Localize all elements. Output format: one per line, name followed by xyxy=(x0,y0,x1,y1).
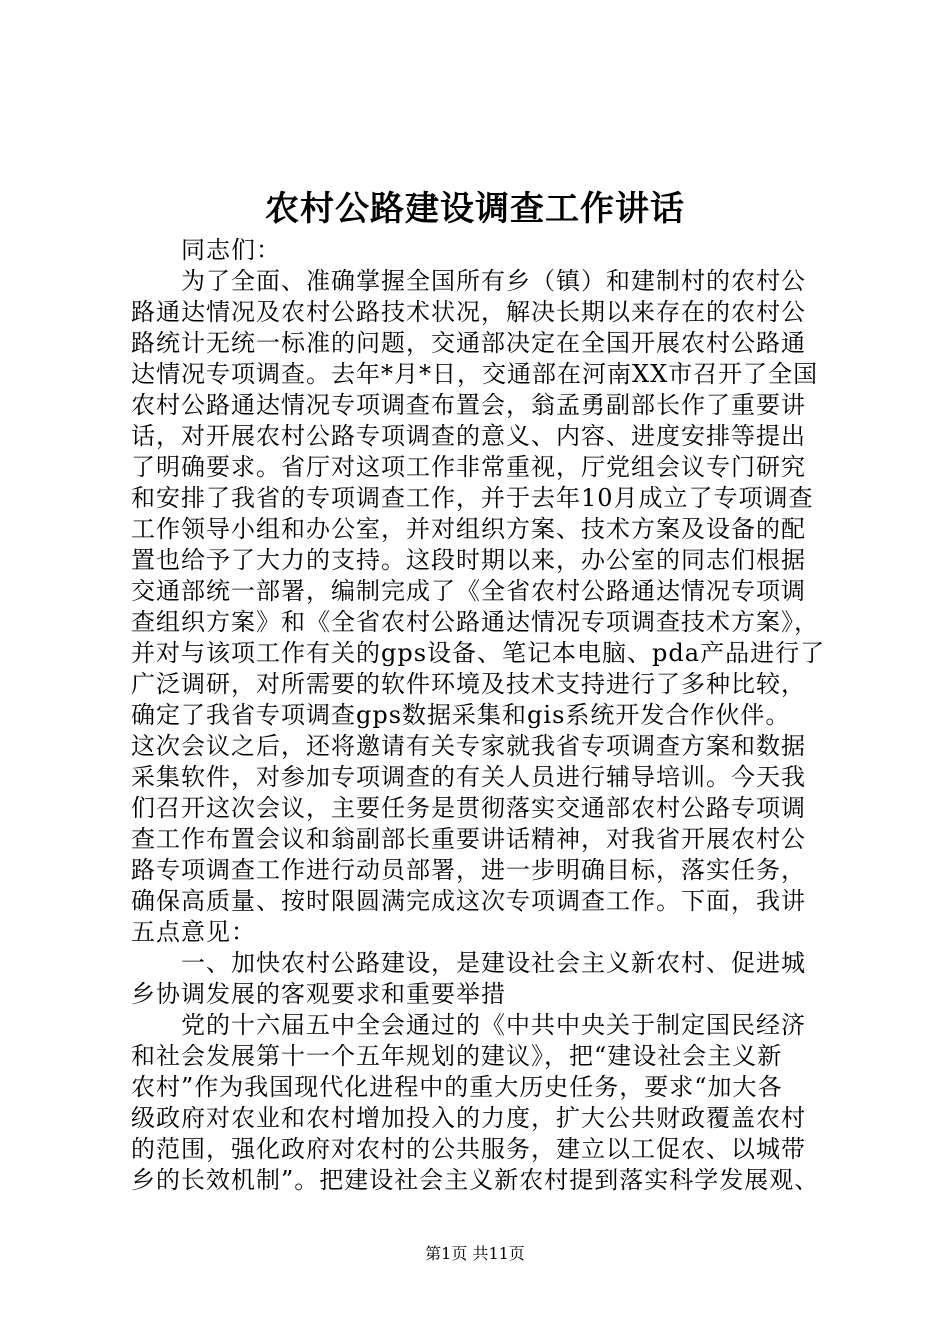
paragraph-line: 五点意见： xyxy=(131,918,256,946)
paragraph-line: 和安排了我省的专项调查工作，并于去年10月成立了专项调查 xyxy=(131,484,814,512)
paragraph-line: 查工作布置会议和翁副部长重要讲话精神，对我省开展农村公 xyxy=(131,825,806,853)
paragraph-line: 确保高质量、按时限圆满完成这次专项调查工作。下面，我讲 xyxy=(131,887,806,915)
paragraph-line: 查组织方案》和《全省农村公路通达情况专项调查技术方案》， xyxy=(131,608,819,636)
paragraph-line: 置也给予了大力的支持。这段时期以来，办公室的同志们根据 xyxy=(131,546,806,574)
paragraph-line: 交通部统一部署，编制完成了《全省农村公路通达情况专项调 xyxy=(131,577,806,605)
section-heading-line: 乡协调发展的客观要求和重要举措 xyxy=(131,980,506,1008)
paragraph-line: 了明确要求。省厅对这项工作非常重视，厅党组会议专门研究 xyxy=(131,453,806,481)
paragraph-line: 级政府对农业和农村增加投入的力度，扩大公共财政覆盖农村 xyxy=(131,1104,806,1132)
paragraph-line: 党的十六届五中全会通过的《中共中央关于制定国民经济 xyxy=(181,1011,806,1039)
paragraph-line: 采集软件，对参加专项调查的有关人员进行辅导培训。今天我 xyxy=(131,763,806,791)
paragraph-line: 并对与该项工作有关的gps设备、笔记本电脑、pda产品进行了 xyxy=(131,639,826,667)
section-heading-line: 一、加快农村公路建设，是建设社会主义新农村、促进城 xyxy=(181,949,806,977)
paragraph-line: 达情况专项调查。去年*月*日，交通部在河南XX市召开了全国 xyxy=(131,360,819,388)
paragraph-line: 确定了我省专项调查gps数据采集和gis系统开发合作伙伴。 xyxy=(131,701,791,729)
paragraph-line: 这次会议之后，还将邀请有关专家就我省专项调查方案和数据 xyxy=(131,732,806,760)
paragraph-line: 工作领导小组和办公室，并对组织方案、技术方案及设备的配 xyxy=(131,515,806,543)
paragraph-line: 和社会发展第十一个五年规划的建议》，把“建设社会主义新 xyxy=(131,1042,783,1070)
paragraph-line: 农村”作为我国现代化进程中的重大历史任务，要求“加大各 xyxy=(131,1073,783,1101)
paragraph-line: 广泛调研，对所需要的软件环境及技术支持进行了多种比较， xyxy=(131,670,806,698)
paragraph-line: 路统计无统一标准的问题，交通部决定在全国开展农村公路通 xyxy=(131,329,806,357)
paragraph-line: 路专项调查工作进行动员部署，进一步明确目标，落实任务， xyxy=(131,856,806,884)
salutation-line: 同志们： xyxy=(181,236,281,264)
paragraph-line: 乡的长效机制”。把建设社会主义新农村提到落实科学发展观、 xyxy=(131,1166,820,1194)
paragraph-line: 为了全面、准确掌握全国所有乡（镇）和建制村的农村公 xyxy=(181,267,806,295)
paragraph-line: 农村公路通达情况专项调查布置会，翁孟勇副部长作了重要讲 xyxy=(131,391,806,419)
page-number-footer: 第1页 共11页 xyxy=(425,1244,525,1263)
paragraph-line: 们召开这次会议，主要任务是贯彻落实交通部农村公路专项调 xyxy=(131,794,806,822)
paragraph-line: 路通达情况及农村公路技术状况，解决长期以来存在的农村公 xyxy=(131,298,806,326)
document-title: 农村公路建设调查工作讲话 xyxy=(265,189,685,229)
paragraph-line: 话，对开展农村公路专项调查的意义、内容、进度安排等提出 xyxy=(131,422,806,450)
paragraph-line: 的范围，强化政府对农村的公共服务，建立以工促农、以城带 xyxy=(131,1135,806,1163)
document-body xyxy=(131,235,836,1196)
